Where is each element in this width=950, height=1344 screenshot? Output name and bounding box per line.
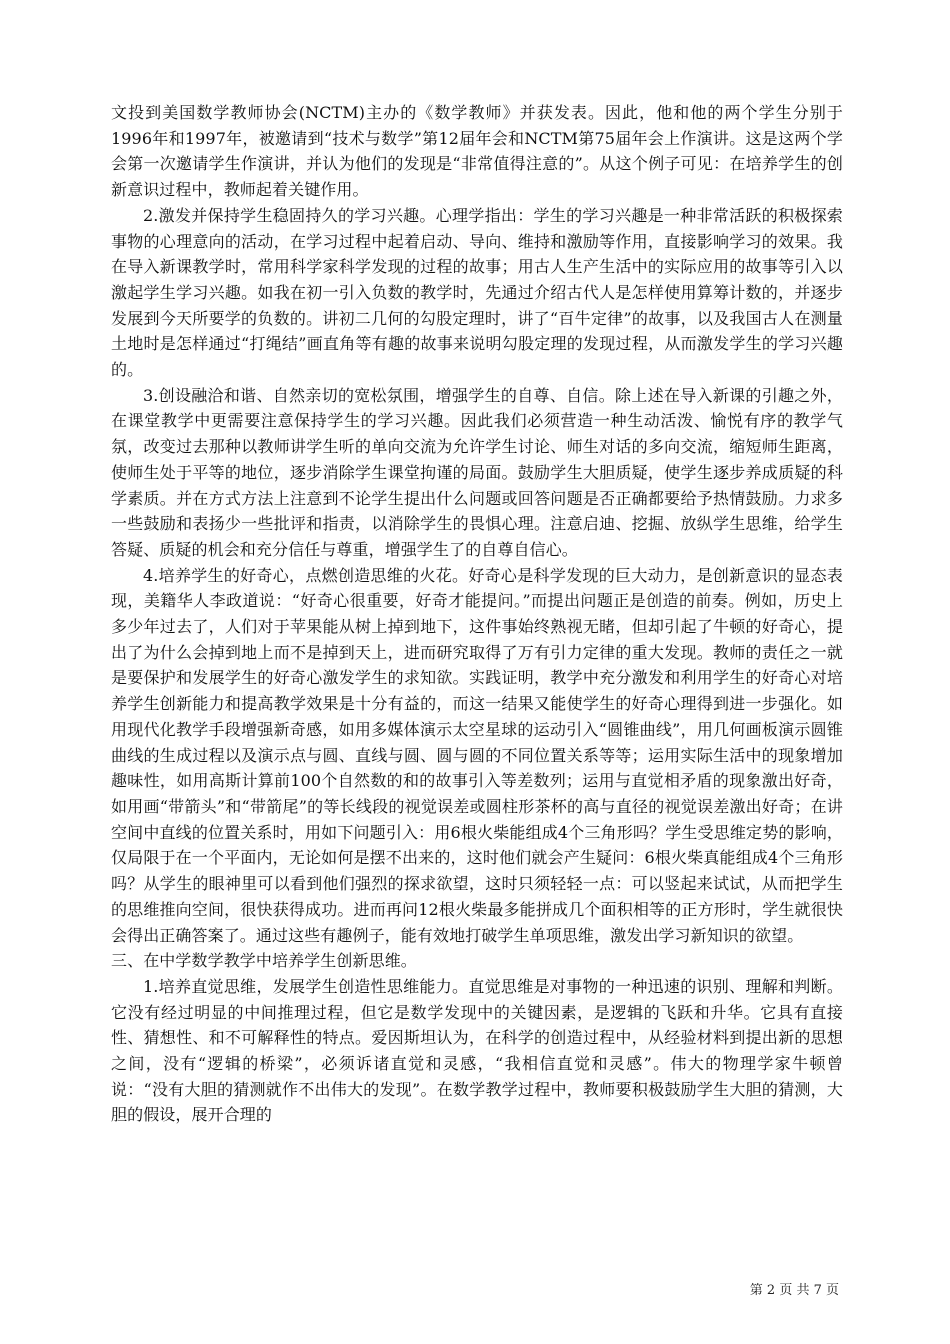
paragraph-continuation: 文投到美国数学教师协会(NCTM)主办的《数学教师》并获发表。因此，他和他的两个学生分别于1996年和1997年，被邀请到“技术与数学”第12届年会和NCTM第75届年会上作演讲。这是这两个学会第一次邀请学生作演讲，并认为他们的发现是“非常值得注意的”。从这个例子可见：在培养学生的创新意识过程中，教师起着关键作用。 [111, 103, 843, 200]
paragraph-relaxed-atmosphere: 3.创设融洽和谐、自然亲切的宽松氛围，增强学生的自尊、自信。除上述在导入新课的引趣之外，在课堂教学中更需要注意保持学生的学习兴趣。因此我们必须营造一种生动活泼、愉悦有序的教学气氛，改变过去那种以教师讲学生听的单向交流为允许学生讨论、师生对话的多向交流，缩短师生距离，使师生处于平等的地位，逐步消除学生课堂拘谨的局面。鼓励学生大胆质疑，使学生逐步养成质疑的科学素质。并在方式方法上注意到不论学生提出什么问题或回答问题是否正确都要给予热情鼓励。力求多一些鼓励和表扬少一些批评和指责，以消除学生的畏惧心理。注意启迪、挖掘、放纵学生思维，给学生答疑、质疑的机会和充分信任与尊重，增强学生了的自尊自信心。 [111, 385, 843, 559]
paragraph-curiosity: 4.培养学生的好奇心，点燃创造思维的火花。好奇心是科学发现的巨大动力，是创新意识的显态表现，美籍华人李政道说：“好奇心很重要，好奇才能提问。”而提出问题正是创造的前奏。例如，历史上多少年过去了，人们对于苹果能从树上掉到地下，这件事始终熟视无睹，但却引起了牛顿的好奇心，提出了为什么会掉到地上而不是掉到天上，进而研究取得了万有引力定律的重大发现。教师的责任之一就是要保护和发展学生的好奇心激发学生的求知欲。实践证明，教学中充分激发和利用学生的好奇心对培养学生创新能力和提高教学效果是十分有益的，而这一结果又能使学生的好奇心理得到进一步强化。如用现代化教学手段增强新奇感，如用多媒体演示太空星球的运动引入“圆锥曲线”，用几何画板演示圆锥曲线的生成过程以及演示点与圆、直线与圆、圆与圆的不同位置关系等等；运用实际生活中的现象增加趣味性，如用高斯计算前100个自然数的和的故事引入等差数列；运用与直觉相矛盾的现象激出好奇，如用画“带箭头”和“带箭尾”的等长线段的视觉误差或圆柱形茶杯的高与直径的视觉误差激出好奇；在讲空间中直线的位置关系时，用如下问题引入：用6根火柴能组成4个三角形吗？学生受思维定势的影响，仅局限于在一个平面内，无论如何是摆不出来的，这时他们就会产生疑问：6根火柴真能组成4个三角形吗？从学生的眼神里可以看到他们强烈的探求欲望，这时只须轻轻一点：可以竖起来试试，从而把学生的思维推向空间，很快获得成功。进而再问12根火柴最多能拼成几个面积相等的正方形时，学生就很快会得出正确答案了。通过这些有趣例子，能有效地打破学生单项思维，激发出学习新知识的欲望。 [111, 565, 843, 945]
paragraph-intuitive-thinking: 1.培养直觉思维，发展学生创造性思维能力。直觉思维是对事物的一种迅速的识别、理解和判断。它没有经过明显的中间推理过程，但它是数学发现中的关键因素，是逻辑的飞跃和升华。它具有直接性、猜想性、和不可解释性的特点。爱因斯坦认为，在科学的创造过程中，从经验材料到提出新的思想之间，没有“逻辑的桥梁”，必须诉诸直觉和灵感，“我相信直觉和灵感”。伟大的物理学家牛顿曾说：“没有大胆的猜测就作不出伟大的发现”。在数学教学过程中，教师要积极鼓励学生大胆的猜测，大胆的假设，展开合理的 [111, 976, 843, 1125]
page-number: 第 2 页 共 7 页 [749, 1283, 839, 1298]
document-body [111, 100, 843, 1128]
section-heading-creative-thinking: 三、在中学数学教学中培养学生创新思维。 [111, 951, 417, 971]
paragraph-learning-interest: 2.激发并保持学生稳固持久的学习兴趣。心理学指出：学生的学习兴趣是一种非常活跃的积极探索事物的心理意向的活动，在学习过程中起着启动、导向、维持和激励等作用，直接影响学习的效果。我在导入新课教学时，常用科学家科学发现的过程的故事；用古人生产生活中的实际应用的故事等引入以激起学生学习兴趣。如我在初一引入负数的教学时，先通过介绍古代人是怎样使用算筹计数的，并逐步发展到今天所要学的负数的。讲初二几何的勾股定理时，讲了“百牛定律”的故事，以及我国古人在测量土地时是怎样通过“打绳结”画直角等有趣的故事来说明勾股定理的发现过程，从而激发学生的学习兴趣的。 [111, 205, 843, 380]
